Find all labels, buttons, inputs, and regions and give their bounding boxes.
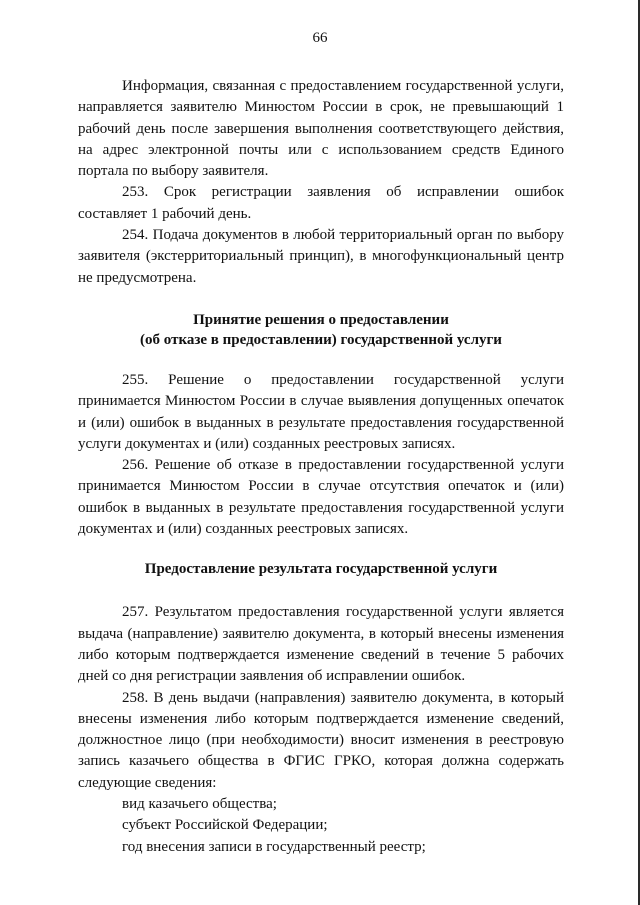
list-item: год внесения записи в государственный реестр; (122, 838, 426, 855)
paragraph-255: 255. Решение о предоставлении государственной услуги принимается Минюстом России в случае выявления допущенных опечаток и (или) ошибок в выданных в результате предоставления государственной услуги документах и (или) созданных реестровых записях. (78, 371, 564, 452)
list-item: вид казачьего общества; (122, 796, 277, 813)
heading-decision-line1: Принятие решения о предоставлении (193, 311, 449, 328)
paragraph-256: 256. Решение об отказе в предоставлении государственной услуги принимается Минюстом России в случае отсутствия опечаток и (или) ошибок в выданных в результате предоставления государственной услуги документах и (или) созданных реестровых записях. (78, 457, 564, 538)
list-item: субъект Российской Федерации; (122, 817, 328, 834)
heading-decision-line2: (об отказе в предоставлении) государственной услуги (140, 331, 502, 348)
paragraph-258: 258. В день выдачи (направления) заявителю документа, в который внесены изменения либо которым подтверждается изменение сведений, должностное лицо (при необходимости) вносит изменения в реестровую запись казачьего общества в ФГИС ГРКО, которая должна содержать следующие сведения: (78, 689, 564, 791)
heading-decision (78, 310, 564, 350)
page-number: 66 (312, 30, 328, 46)
paragraph-257: 257. Результатом предоставления государственной услуги является выдача (направление) заявителю документа, в который внесены изменения либо которым подтверждается изменение сведений в течение 5 рабочих дней со дня регистрации заявления об исправлении ошибок. (78, 604, 564, 685)
paragraph-253: 253. Срок регистрации заявления об исправлении ошибок составляет 1 рабочий день. (78, 184, 564, 222)
heading-result: Предоставление результата государственной услуги (144, 561, 498, 578)
paragraph-254: 254. Подача документов в любой территориальный орган по выбору заявителя (экстерриториальный принцип), в многофункциональный центр не предусмотрена. (78, 227, 564, 286)
paragraph-info: Информация, связанная с предоставлением государственной услуги, направляется заявителю Минюстом России в срок, не превышающий 1 рабочий день после завершения выполнения соответствующего действия, на адрес электронной почты или с использованием средств Единого портала по выбору заявителя. (78, 78, 564, 180)
document-body (78, 76, 564, 858)
